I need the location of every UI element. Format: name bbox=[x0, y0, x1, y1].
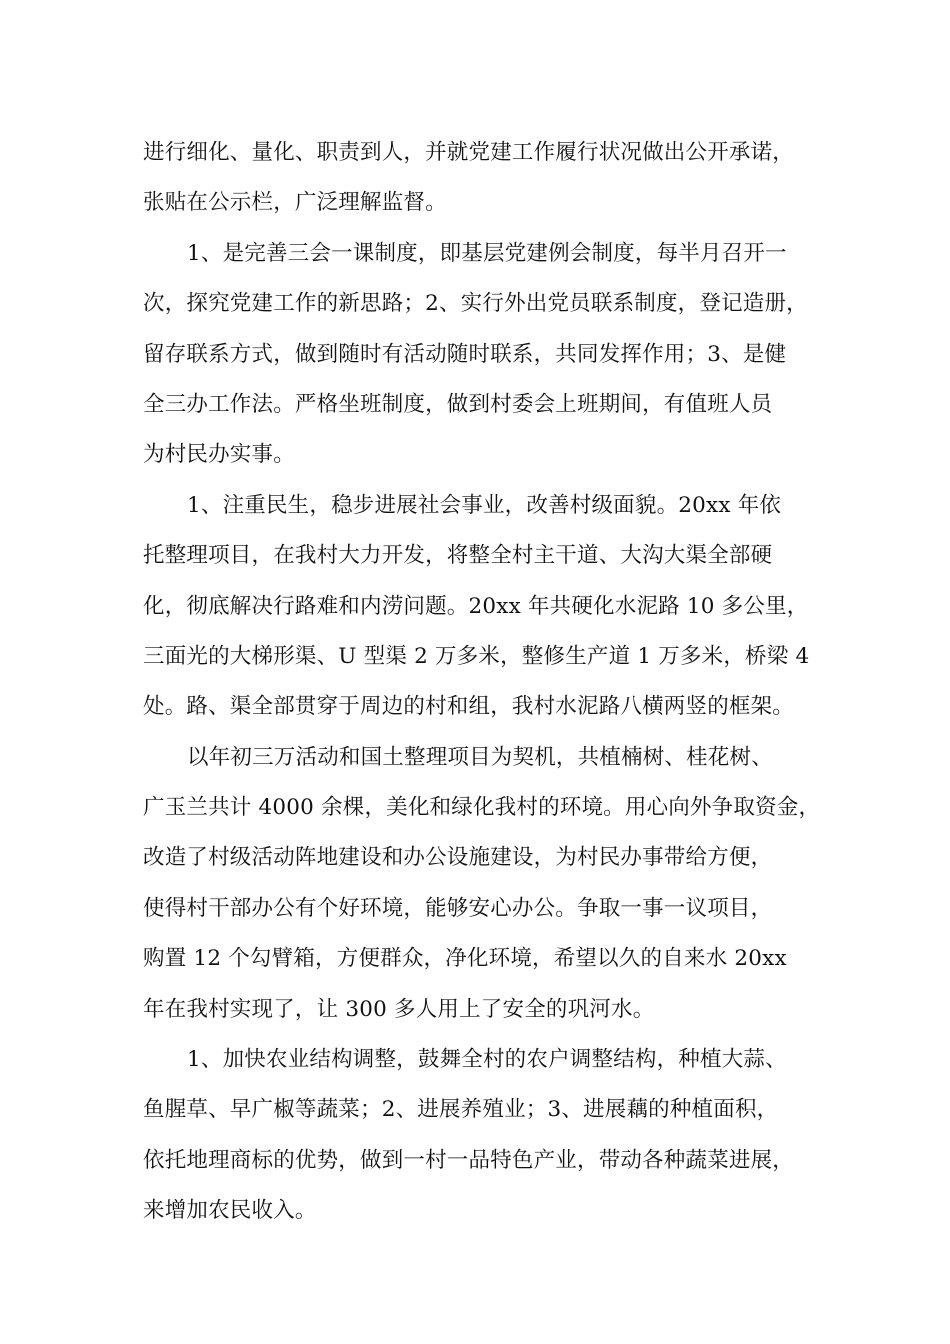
paragraph bbox=[143, 733, 823, 1035]
text-line: 处。路、渠全部贯穿于周边的村和组，我村水泥路八横两竖的框架。 bbox=[143, 694, 795, 720]
text-line: 使得村干部办公有个好环境，能够安心办公。争取一事一议项目， bbox=[143, 895, 773, 921]
text-line: 留存联系方式，做到随时有活动随时联系，共同发挥作用；3、是健 bbox=[143, 341, 787, 367]
paragraph bbox=[143, 229, 823, 481]
text-line: 广玉兰共计 4000 余棵，美化和绿化我村的环境。用心向外争取资金， bbox=[143, 795, 821, 821]
text-line: 三面光的大梯形渠、U 型渠 2 万多米，整修生产道 1 万多米，桥梁 4 bbox=[143, 643, 810, 669]
paragraph bbox=[143, 128, 823, 229]
text-line: 改造了村级活动阵地建设和办公设施建设，为村民办事带给方便， bbox=[143, 845, 773, 871]
text-line: 进行细化、量化、职责到人，并就党建工作履行状况做出公开承诺， bbox=[143, 140, 795, 165]
text-line: 1、是完善三会一课制度，即基层党建例会制度，每半月召开一 bbox=[187, 240, 787, 266]
text-line: 为村民办实事。 bbox=[143, 442, 295, 468]
text-line: 购置 12 个勾臂箱，方便群众，净化环境，希望以久的自来水 20xx bbox=[143, 946, 787, 972]
text-line: 年在我村实现了，让 300 多人用上了安全的巩河水。 bbox=[143, 996, 655, 1022]
text-line: 鱼腥草、早广椒等蔬菜；2、进展养殖业；3、进展藕的种植面积， bbox=[143, 1097, 779, 1123]
text-line: 来增加农民收入。 bbox=[143, 1198, 317, 1224]
text-line: 次，探究党建工作的新思路；2、实行外出党员联系制度，登记造册， bbox=[143, 291, 808, 317]
text-line: 以年初三万活动和国土整理项目为契机，共植楠树、桂花树、 bbox=[187, 744, 773, 770]
text-line: 1、加快农业结构调整，鼓舞全村的农户调整结构，种植大蒜、 bbox=[187, 1047, 787, 1073]
text-line: 托整理项目，在我村大力开发，将整全村主干道、大沟大渠全部硬 bbox=[143, 543, 773, 569]
text-line: 化，彻底解决行路难和内涝问题。20xx 年共硬化水泥路 10 多公里， bbox=[143, 593, 809, 619]
text-line: 张贴在公示栏，广泛理解监督。 bbox=[143, 190, 447, 216]
document-body bbox=[143, 128, 823, 1237]
text-line: 全三办工作法。严格坐班制度，做到村委会上班期间，有值班人员 bbox=[143, 391, 773, 417]
text-line: 依托地理商标的优势，做到一村一品特色产业，带动各种蔬菜进展， bbox=[143, 1147, 795, 1173]
paragraph bbox=[143, 481, 823, 733]
text-line: 1、注重民生，稳步进展社会事业，改善村级面貌。20xx 年依 bbox=[187, 492, 782, 518]
paragraph bbox=[143, 1035, 823, 1237]
